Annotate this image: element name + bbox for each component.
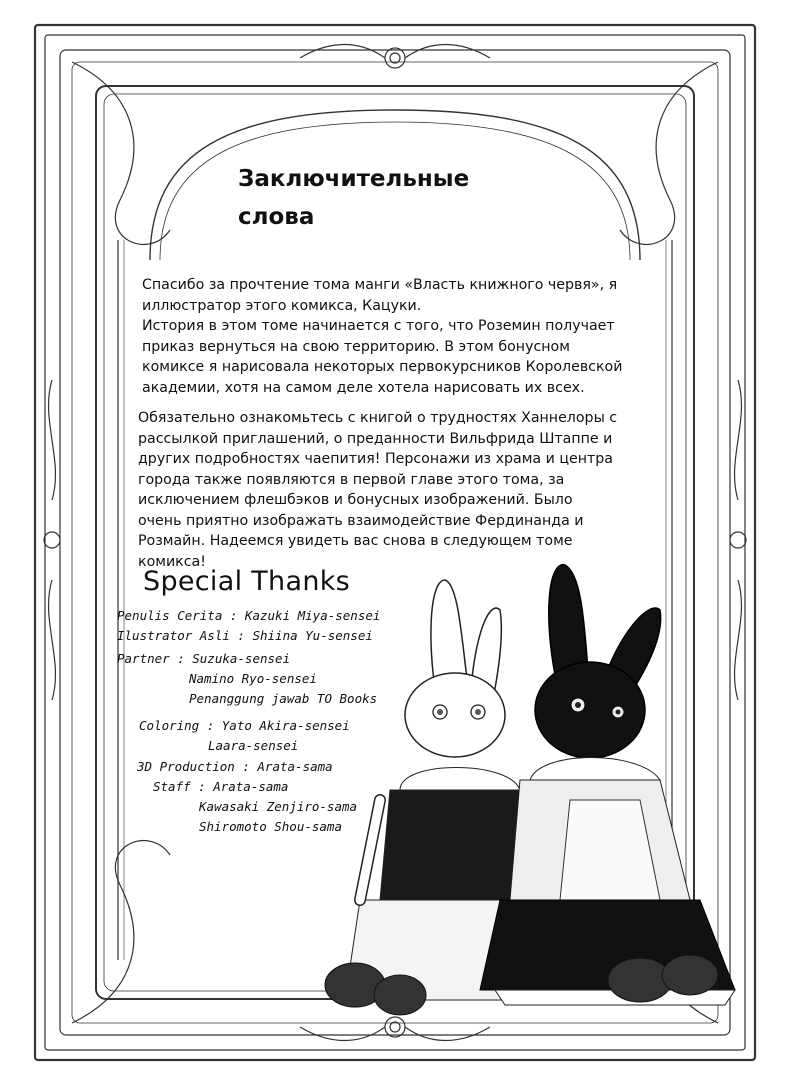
credit-line: Penulis Cerita : Kazuki Miya-sensei (117, 608, 381, 623)
text-line: Спасибо за прочтение тома манги «Власть книжного червя», я (142, 277, 618, 293)
afterword-paragraph-1 (142, 275, 622, 398)
credit-line: 3D Production : Arata-sama (137, 759, 333, 774)
black-rabbit-doll-icon (480, 565, 735, 1005)
credit-line: Kawasaki Zenjiro-sama (199, 799, 358, 814)
text-line: академии, хотя на самом деле хотела нарисовать их всех. (142, 379, 585, 396)
text-line: Розмайн. Надеемся увидеть вас снова в следующем томе (138, 533, 573, 549)
special-thanks-heading: Special Thanks (143, 566, 351, 597)
text-line: города также появляются в первой главе этого тома, за (138, 471, 565, 488)
text-line: иллюстратор этого комикса, Кацуки. (142, 297, 422, 314)
credit-line: Partner : Suzuka-sensei (117, 651, 291, 666)
credit-line: Laara-sensei (208, 738, 299, 753)
credit-line: Staff : Arata-sama (153, 779, 289, 794)
title-line: слова (238, 204, 315, 230)
credit-line: Namino Ryo-sensei (189, 671, 317, 686)
text-line: рассылкой приглашений, о преданности Вильфрида Штаппе и (138, 430, 613, 447)
credit-line: Ilustrator Asli : Shiina Yu-sensei (117, 628, 373, 643)
credit-line: Shiromoto Shou-sama (199, 819, 342, 834)
credit-line: Penanggung jawab TO Books (189, 691, 378, 706)
afterword-paragraph-2 (138, 408, 617, 572)
text-line: приказ вернуться на свою территорию. В этом бонусном (142, 338, 570, 355)
credit-line: Coloring : Yato Akira-sensei (139, 718, 350, 733)
page-title (238, 160, 498, 236)
text-line: очень приятно изображать взаимодействие Фердинанда и (138, 512, 584, 529)
text-line: Обязательно ознакомьтесь с книгой о трудностях Ханнелоры с (138, 410, 618, 426)
text-line: История в этом томе начинается с того, что Роземин получает (142, 318, 615, 334)
text-line: исключением флешбэков и бонусных изображений. Было (138, 492, 573, 508)
title-line: Заключительные (238, 166, 470, 192)
text-line: других подробностях чаепития! Персонажи из храма и центра (138, 451, 613, 467)
text-line: комиксе я нарисовала некоторых первокурсников Королевской (142, 359, 623, 375)
text-line: комикса! (138, 553, 206, 570)
